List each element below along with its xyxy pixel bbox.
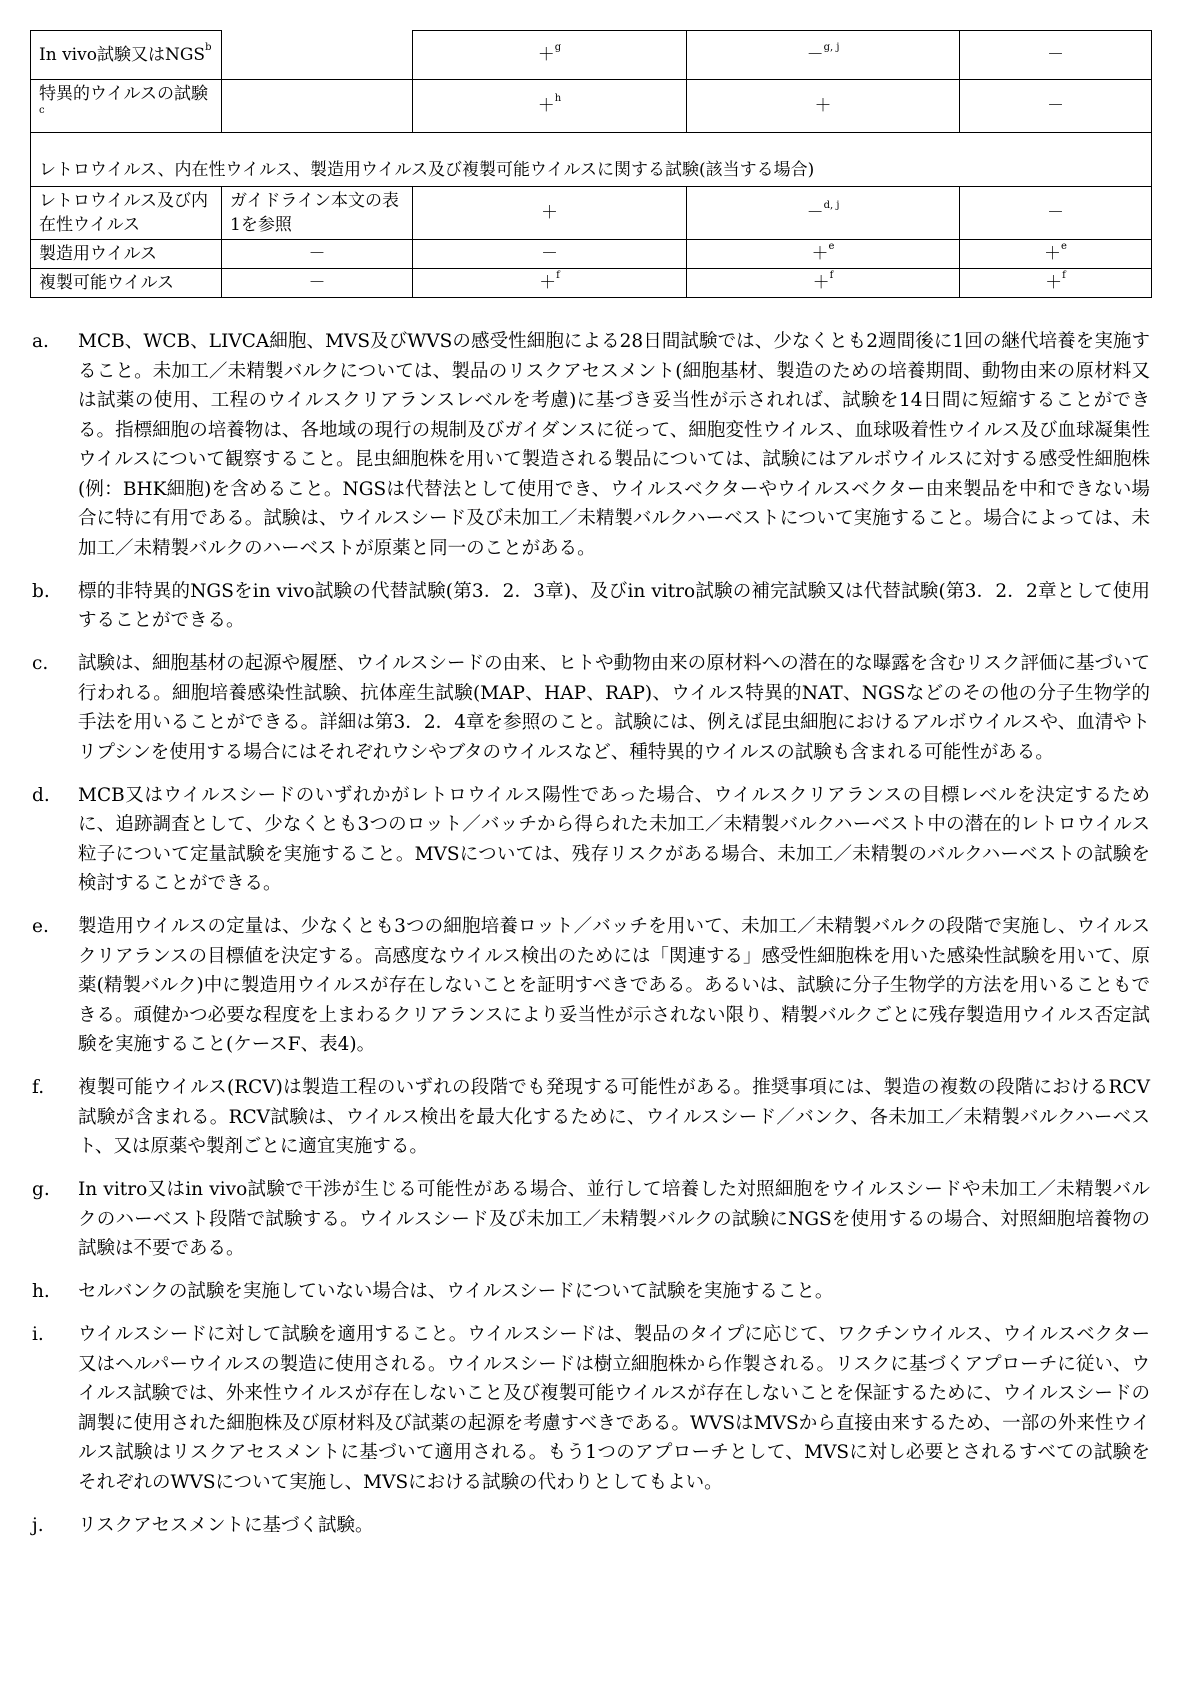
footnote-ref: e xyxy=(828,241,835,252)
footnote-text: リスクアセスメントに基づく試験。 xyxy=(78,1514,374,1536)
empty-cell xyxy=(222,80,413,133)
footnote-j xyxy=(32,1511,1150,1541)
cell-value: ＋ xyxy=(812,273,830,293)
table-cell xyxy=(960,240,1152,269)
table-row xyxy=(31,240,1152,269)
row-note: ガイドライン本文の表1を参照 xyxy=(222,187,413,240)
label-text: In vivo試験又はNGS xyxy=(39,45,206,65)
cell-value: ＋ xyxy=(811,244,829,264)
cell-value: ＋ xyxy=(537,96,555,116)
footnote-c xyxy=(32,649,1150,767)
footnote-label: c. xyxy=(32,653,49,674)
footnote-text: 複製可能ウイルス(RCV)は製造工程のいずれの段階でも発現する可能性がある。推奨事項には、製造の複数の段階におけるRCV試験が含まれる。RCV試験は、ウイルス検出を最大化するために、ウイルスシード／バンク、各未加工／未精製バルクハーベスト、又は原薬や製剤ごとに適宜実施する。 xyxy=(78,1077,1150,1157)
table-cell xyxy=(413,80,687,133)
row-note: － xyxy=(222,269,413,298)
cell-value: － xyxy=(806,203,824,223)
footnote-text: セルバンクの試験を実施していない場合は、ウイルスシードについて試験を実施すること。 xyxy=(78,1281,834,1302)
cell-value: ＋ xyxy=(814,96,832,116)
row-note: － xyxy=(222,240,413,269)
cell-value: ＋ xyxy=(1044,244,1062,264)
footnote-ref: h xyxy=(554,93,562,104)
cell-value: － xyxy=(1047,45,1064,65)
footnote-ref: g xyxy=(554,42,562,53)
cell-value: － xyxy=(1047,203,1064,223)
footnote-label: d. xyxy=(32,784,50,806)
footnote-i xyxy=(32,1320,1150,1497)
footnote-label: f. xyxy=(32,1077,45,1098)
footnote-ref: f xyxy=(829,270,834,281)
footnote-label: g. xyxy=(32,1179,50,1200)
footnote-text: ウイルスシードに対して試験を適用すること。ウイルスシードは、製品のタイプに応じて、ワクチンウイルス、ウイルスベクター又はヘルパーウイルスの製造に使用される。ウイルスシードは樹立細胞株から作製される。リスクに基づくアプローチに従い、ウイルス試験では、外来性ウイルスが存在しないこと及び複製可能ウイルスが存在しないことを保証するために、ウイルスシードの調製に使用された細胞株及び原材料及び試薬の起源を考慮すべきである。WVSはMVSから直接由来するため、一部の外来性ウイルス試験はリスクアセスメントに基づいて適用される。もう1つのアプローチとして、MVSに対し必要とされるすべての試験をそれぞれのWVSについて実施し、MVSにおける試験の代わりとしてもよい。 xyxy=(78,1324,1150,1493)
footnote-e xyxy=(32,912,1150,1060)
footnote-b xyxy=(32,577,1150,636)
table-cell xyxy=(960,80,1152,133)
table-cell xyxy=(687,80,960,133)
footnote-text: 製造用ウイルスの定量は、少なくとも3つの細胞培養ロット／バッチを用いて、未加工／未精製バルクの段階で実施し、ウイルスクリアランスの目標値を決定する。高感度なウイルス検出のためには「関連する」感受性細胞株を用いた感染性試験を用いて、原薬(精製バルク)中に製造用ウイルスが存在しないことを証明すべきである。あるいは、試験に分子生物学的方法を用いることもできる。頑健かつ必要な程度を上まわるクリアランスにより妥当性が示されない限り、精製バルクごとに残存製造用ウイルス否定試験を実施すること(ケースF、表4)。 xyxy=(78,916,1150,1055)
footnote-label: b. xyxy=(32,580,50,602)
cell-value: ＋ xyxy=(537,45,555,65)
table-cell xyxy=(413,187,687,240)
footnote-label: h. xyxy=(32,1281,50,1302)
section-header: レトロウイルス、内在性ウイルス、製造用ウイルス及び複製可能ウイルスに関する試験(該当する場合) xyxy=(31,133,1152,187)
footnote-g xyxy=(32,1175,1150,1264)
table-cell xyxy=(960,31,1152,80)
footnotes xyxy=(32,327,1150,1554)
footnote-a xyxy=(32,327,1150,563)
table-row xyxy=(31,31,1152,80)
row-label xyxy=(31,80,222,133)
footnote-text: In vitro又はin vivo試験で干渉が生じる可能性がある場合、並行して培養した対照細胞をウイルスシードや未加工／未精製バルクのハーベスト段階で試験する。ウイルスシード及び未加工／未精製バルクの試験にNGSを使用するの場合、対照細胞培養物の試験は不要である。 xyxy=(78,1179,1150,1259)
table-cell xyxy=(687,187,960,240)
table-cell xyxy=(413,31,687,80)
cell-value: ＋ xyxy=(541,203,558,223)
footnote-label: i. xyxy=(32,1324,44,1345)
table-cell xyxy=(960,269,1152,298)
row-label: レトロウイルス及び内在性ウイルス xyxy=(31,187,222,240)
label-text: 特異的ウイルスの試験 xyxy=(39,84,208,104)
row-label xyxy=(31,31,222,80)
footnote-f xyxy=(32,1073,1150,1162)
cell-value: － xyxy=(1047,96,1064,116)
table-row xyxy=(31,269,1152,298)
footnote-ref: g, j xyxy=(823,42,840,53)
table-cell xyxy=(687,269,960,298)
row-label: 複製可能ウイルス xyxy=(31,269,222,298)
empty-cell xyxy=(222,31,413,80)
row-label: 製造用ウイルス xyxy=(31,240,222,269)
table-cell xyxy=(687,31,960,80)
section-header-row xyxy=(31,133,1152,187)
footnote-text: 標的非特異的NGSをin vivo試験の代替試験(第3．2．3章)、及びin vitro試験の補完試験又は代替試験(第3．2．2章として使用することができる。 xyxy=(78,580,1150,631)
footnote-ref: e xyxy=(1061,241,1067,252)
table-cell xyxy=(413,240,687,269)
footnote-label: e. xyxy=(32,916,49,937)
table-cell xyxy=(960,187,1152,240)
footnote-ref: b xyxy=(205,42,212,53)
footnote-h xyxy=(32,1277,1150,1307)
table-cell xyxy=(687,240,960,269)
footnote-text: MCB、WCB、LIVCA細胞、MVS及びWVSの感受性細胞による28日間試験では、少なくとも2週間後に1回の継代培養を実施すること。未加工／未精製バルクについては、製品のリスクアセスメント(細胞基材、製造のための培養期間、動物由来の原材料又は試薬の使用、工程のウイルスクリアランスレベルを考慮)に基づき妥当性が示されれば、試験を14日間に短縮することができる。指標細胞の培養物は、各地域の現行の規制及びガイダンスに従って、細胞変性ウイルス、血球吸着性ウイルス及び血球凝集性ウイルスについて観察すること。昆虫細胞株を用いて製造される製品については、試験にはアルボウイルスに対する感受性細胞株(例：BHK細胞)を含めること。NGSは代替法として使用でき、ウイルスベクターやウイルスベクター由来製品を中和できない場合に特に有用である。試験は、ウイルスシード及び未加工／未精製バルクハーベストについて実施すること。場合によっては、未加工／未精製バルクのハーベストが原薬と同一のことがある。 xyxy=(78,331,1150,559)
cell-value: － xyxy=(541,244,558,264)
footnote-ref: d, j xyxy=(823,200,840,211)
footnote-ref: c xyxy=(39,105,45,116)
virus-testing-table xyxy=(30,30,1152,298)
footnote-d xyxy=(32,781,1150,899)
table-row xyxy=(31,80,1152,133)
footnote-text: 試験は、細胞基材の起源や履歴、ウイルスシードの由来、ヒトや動物由来の原材料への潜在的な曝露を含むリスク評価に基づいて行われる。細胞培養感染性試験、抗体産生試験(MAP、HAP、RAP)、ウイルス特異的NAT、NGSなどのその他の分子生物学的手法を用いることができる。詳細は第3．2．4章を参照のこと。試験には、例えば昆虫細胞におけるアルボウイルスや、血清やトリプシンを使用する場合にはそれぞれウシやブタのウイルスなど、種特異的ウイルスの試験も含まれる可能性がある。 xyxy=(78,653,1150,763)
footnote-text: MCB又はウイルスシードのいずれかがレトロウイルス陽性であった場合、ウイルスクリアランスの目標レベルを決定するために、追跡調査として、少なくとも3つのロット／バッチから得られた未加工／未精製バルクハーベスト中の潜在的レトロウイルス粒子について定量試験を実施すること。MVSについては、残存リスクがある場合、未加工／未精製のバルクハーベストの試験を検討することができる。 xyxy=(78,784,1150,894)
cell-value: ＋ xyxy=(1045,273,1063,293)
footnote-ref: f xyxy=(556,270,560,281)
footnote-label: j. xyxy=(32,1514,44,1536)
footnote-ref: f xyxy=(1062,270,1066,281)
cell-value: － xyxy=(806,45,824,65)
footnote-label: a. xyxy=(32,331,49,352)
cell-value: ＋ xyxy=(539,273,557,293)
table-cell xyxy=(413,269,687,298)
table-row xyxy=(31,187,1152,240)
